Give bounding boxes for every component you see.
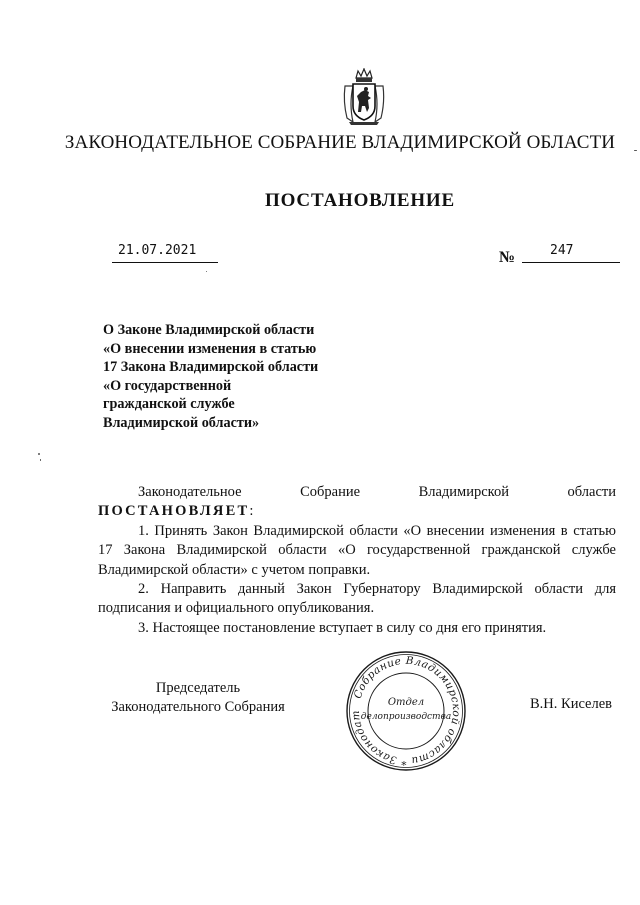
preamble-word: Законодательное bbox=[138, 484, 242, 500]
subject-line: «О внесении изменения в статью bbox=[103, 340, 317, 357]
number-field bbox=[522, 243, 620, 263]
decree-colon: : bbox=[249, 503, 254, 520]
signatory-position bbox=[98, 679, 298, 717]
decree-line bbox=[98, 502, 616, 521]
stamp-ring-text: Собрание Владимирской области * Законодат bbox=[349, 654, 463, 768]
signatory-name: В.Н. Киселев bbox=[530, 696, 613, 712]
round-seal-icon bbox=[344, 649, 468, 773]
document-type-heading: ПОСТАНОВЛЕНИЕ bbox=[265, 190, 455, 211]
scan-speck bbox=[38, 453, 40, 455]
preamble-word: Собрание bbox=[300, 484, 361, 500]
decree-item: 2. Направить данный Закон Губернатору Владимирской области для подписания и официального опубликования. bbox=[98, 581, 616, 617]
document-subject bbox=[103, 321, 343, 433]
decree-item: 1. Принять Закон Владимирской области «О внесении изменения в статью 17 Закона Владимирской области «О государственной гражданской службе Владимирской области» с учетом поправки. bbox=[98, 522, 616, 578]
preamble-word: Владимирской bbox=[418, 484, 509, 500]
date-field bbox=[112, 243, 218, 263]
office-stamp bbox=[344, 649, 468, 773]
subject-line: Владимирской области» bbox=[103, 414, 260, 431]
subject-line: гражданской службе bbox=[103, 396, 235, 413]
decree-item: 3. Настоящее постановление вступает в силу со дня его принятия. bbox=[138, 619, 547, 636]
vladimir-oblast-coat-of-arms-icon bbox=[341, 68, 387, 126]
document-number: 247 bbox=[550, 243, 574, 258]
scan-speck bbox=[40, 459, 41, 461]
preamble bbox=[98, 483, 616, 502]
coat-of-arms-emblem bbox=[341, 68, 387, 126]
stamp-inner-line: Отдел bbox=[387, 697, 425, 708]
stamp-inner-line: делопроизводства bbox=[360, 712, 452, 722]
subject-line: «О государственной bbox=[103, 377, 232, 394]
document-body bbox=[98, 483, 616, 638]
subject-line: 17 Закона Владимирской области bbox=[103, 359, 319, 376]
position-line: Законодательного Собрания bbox=[111, 699, 285, 715]
preamble-word: области bbox=[567, 484, 616, 500]
decree-word: ПОСТАНОВЛЯЕТ bbox=[98, 503, 250, 520]
organization-title: ЗАКОНОДАТЕЛЬНОЕ СОБРАНИЕ ВЛАДИМИРСКОЙ ОБЛАСТИ bbox=[64, 132, 616, 153]
scan-speck bbox=[634, 150, 637, 151]
number-label: № bbox=[499, 249, 516, 266]
document-date: 21.07.2021 bbox=[118, 243, 197, 258]
position-line: Председатель bbox=[155, 680, 241, 696]
scan-speck bbox=[206, 271, 207, 272]
subject-line: О Законе Владимирской области bbox=[103, 322, 315, 338]
